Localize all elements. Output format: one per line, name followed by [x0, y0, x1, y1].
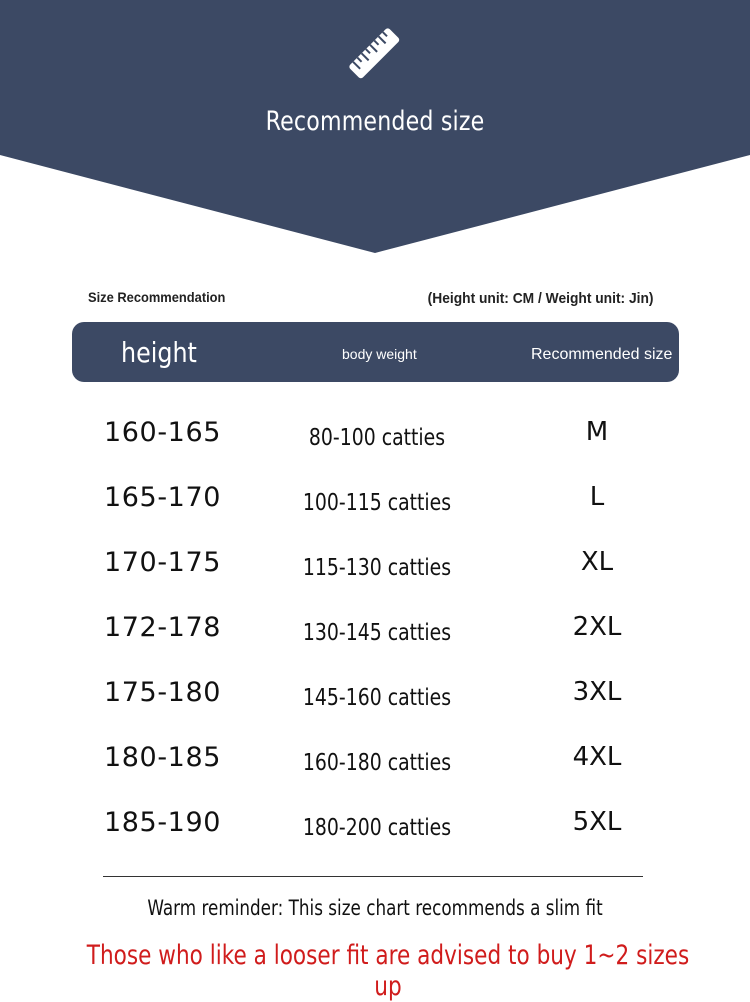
height-cell: 165-170 [104, 482, 222, 513]
table-row [0, 663, 750, 728]
table-header [72, 322, 679, 382]
table-row [0, 533, 750, 598]
size-cell: 2XL [572, 612, 622, 642]
height-cell: 160-165 [104, 417, 222, 448]
size-cell: XL [580, 547, 614, 577]
weight-cell: 80-100 catties [308, 425, 446, 451]
size-cell: 5XL [572, 807, 622, 837]
table-row [0, 598, 750, 663]
height-cell: 180-185 [104, 742, 222, 773]
weight-cell: 180-200 catties [302, 815, 452, 841]
table-row [0, 468, 750, 533]
weight-cell: 100-115 catties [302, 490, 452, 516]
divider-line [103, 876, 643, 877]
sizing-advice-text: Those who like a looser fit are advised to buy 1~2 sizes up [86, 940, 690, 1002]
weight-cell: 115-130 catties [302, 555, 452, 581]
table-row [0, 793, 750, 858]
table-row [0, 728, 750, 793]
size-cell: 3XL [572, 677, 622, 707]
weight-cell: 160-180 catties [302, 750, 452, 776]
height-cell: 172-178 [104, 612, 222, 643]
weight-cell: 130-145 catties [302, 620, 452, 646]
column-header-height: height [121, 336, 197, 369]
size-cell: M [585, 417, 609, 447]
section-label: Size Recommendation [88, 289, 226, 305]
weight-cell: 145-160 catties [302, 685, 452, 711]
unit-note: (Height unit: CM / Weight unit: Jin) [428, 290, 654, 307]
size-cell: L [589, 482, 605, 512]
column-header-weight: body weight [342, 346, 417, 362]
height-cell: 185-190 [104, 807, 222, 838]
column-header-size: Recommended size [531, 346, 673, 363]
height-cell: 170-175 [104, 547, 222, 578]
size-cell: 4XL [572, 742, 622, 772]
ruler-icon [345, 24, 405, 84]
height-cell: 175-180 [104, 677, 222, 708]
warm-reminder-text: Warm reminder: This size chart recommends a slim fit [147, 896, 603, 920]
banner-title: Recommended size [265, 106, 485, 137]
size-table [0, 403, 750, 858]
table-row [0, 403, 750, 468]
